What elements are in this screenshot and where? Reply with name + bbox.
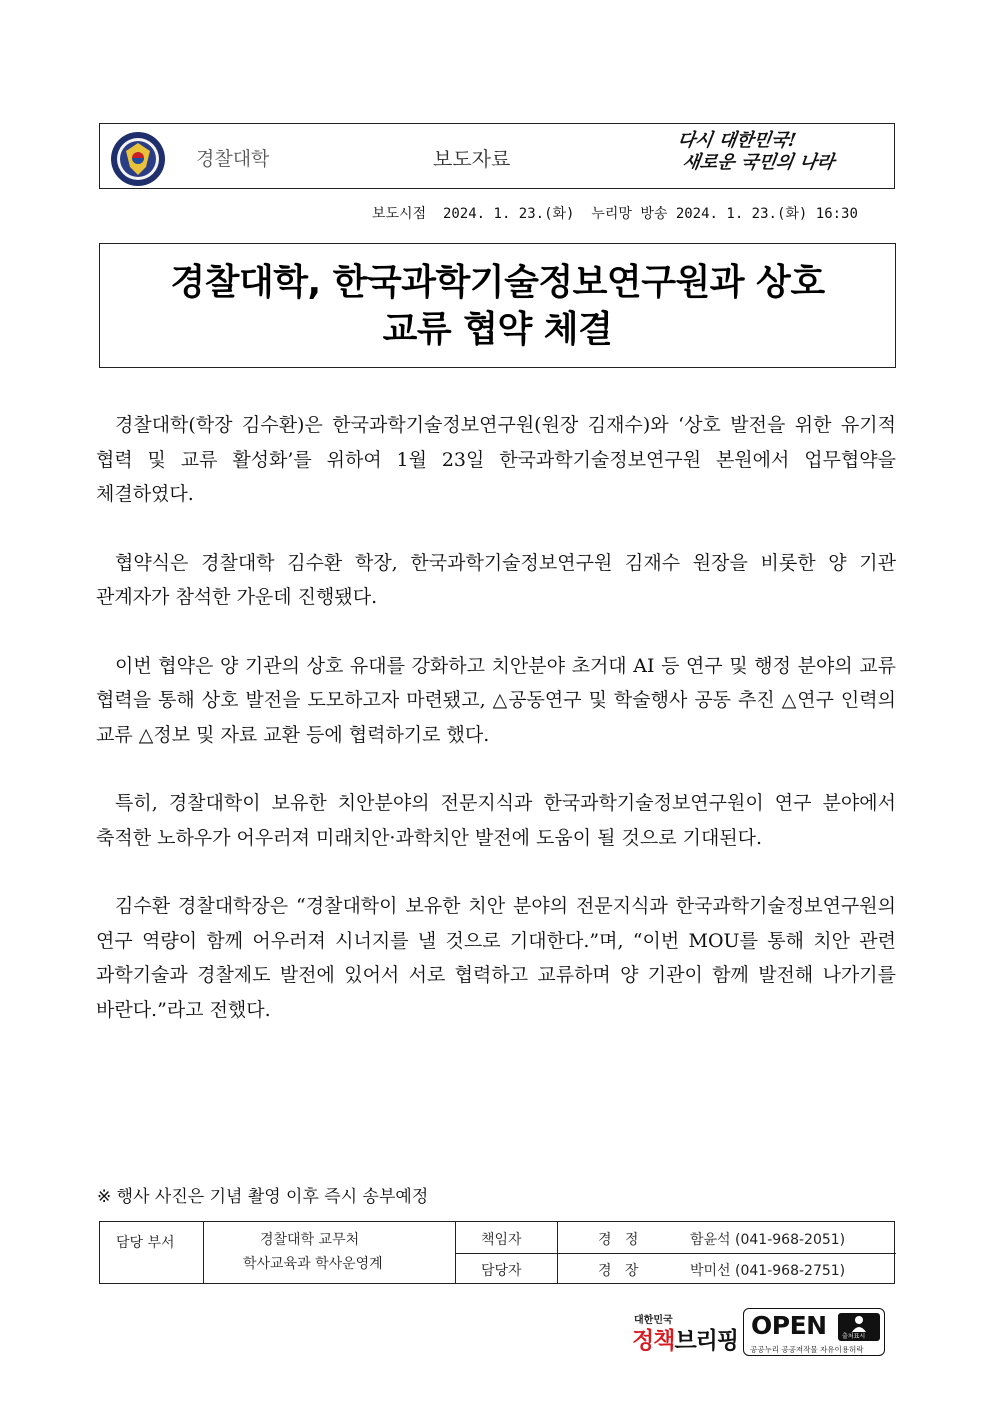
divider bbox=[456, 1253, 896, 1254]
doc-type-label: 보도자료 bbox=[433, 147, 511, 171]
rank-label: 경 장 bbox=[598, 1263, 639, 1279]
org-name: 경찰대학 bbox=[196, 148, 270, 170]
title-box bbox=[99, 243, 896, 368]
person-icon bbox=[838, 1313, 880, 1333]
article-body bbox=[96, 408, 896, 1061]
title-line2: 교류 협약 체결 bbox=[382, 308, 613, 350]
release-time: 보도시점 2024. 1. 23.(화) 누리망 방송 2024. 1. 23.(화) 16:30 bbox=[372, 206, 858, 222]
role-label: 책임자 bbox=[481, 1232, 522, 1248]
paragraph: 경찰대학(학장 김수환)은 한국과학기술정보연구원(원장 김재수)와 ‘상호 발전을 위한 유기적 협력 및 교류 활성화’를 위하여 1월 23일 한국과학기술정보연구원 본원에서 업무협약을 체결하였다. bbox=[96, 414, 896, 505]
briefing-logo-small: 대한민국 bbox=[634, 1315, 673, 1326]
paragraph: 김수환 경찰대학장은 “경찰대학이 보유한 치안 분야의 전문지식과 한국과학기술정보연구원의 연구 역량이 함께 어우러져 시너지를 낼 것으로 기대한다.”며, “이번 MOU를 통해 치안 관련 과학기술과 경찰제도 발전에 있어서 서로 협력하고 교류하며 양 기관이 함께 발전해 나가기를 바란다.”라고 전했다. bbox=[96, 895, 896, 1021]
role-label: 담당자 bbox=[481, 1263, 522, 1279]
police-emblem-icon bbox=[110, 131, 166, 187]
slogan-line2: 새로운 국민의 나라 bbox=[681, 152, 836, 173]
slogan-line1: 다시 대한민국! bbox=[676, 130, 798, 151]
paragraph: 특히, 경찰대학이 보유한 치안분야의 전문지식과 한국과학기술정보연구원이 연구 분야에서 축적한 노하우가 어우러져 미래치안·과학치안 발전에 도움이 될 것으로 기대된다. bbox=[96, 792, 896, 849]
briefing-logo-b: 브리핑 bbox=[674, 1328, 739, 1354]
attribution-label: 출처표시 bbox=[842, 1333, 866, 1340]
photo-note: ※ 행사 사진은 기념 촬영 이후 즉시 송부예정 bbox=[97, 1187, 429, 1207]
paragraph: 협약식은 경찰대학 김수환 학장, 한국과학기술정보연구원 김재수 원장을 비롯한 양 기관 관계자가 참석한 가운데 진행됐다. bbox=[96, 551, 896, 608]
title-line1: 경찰대학, 한국과학기술정보연구원과 상호 bbox=[170, 261, 825, 303]
person-contact: 박미선 (041-968-2751) bbox=[690, 1263, 846, 1279]
paragraph: 이번 협약은 양 기관의 상호 유대를 강화하고 치안분야 초거대 AI 등 연구 및 행정 분야의 교류 협력을 통해 상호 발전을 도모하고자 마련됐고, △공동연구 및 학술행사 공동 추진 △연구 인력의 교류 △정보 및 자료 교환 등에 협력하기로 했다. bbox=[96, 654, 896, 746]
contact-table bbox=[99, 1221, 895, 1284]
dept-line2: 학사교육과 학사운영계 bbox=[243, 1256, 383, 1272]
briefing-logo-a: 정책 bbox=[632, 1328, 675, 1354]
divider bbox=[203, 1222, 204, 1283]
open-label: OPEN bbox=[751, 1311, 827, 1340]
open-sub-label: 공공누리 공공저작물 자유이용허락 bbox=[750, 1345, 864, 1354]
person-contact: 함윤석 (041-968-2051) bbox=[690, 1232, 846, 1248]
slogan bbox=[673, 130, 869, 174]
rank-label: 경 정 bbox=[598, 1232, 639, 1248]
briefing-logo bbox=[632, 1322, 738, 1355]
dept-label: 담당 부서 bbox=[116, 1235, 175, 1251]
dept-line1: 경찰대학 교무처 bbox=[260, 1232, 360, 1248]
